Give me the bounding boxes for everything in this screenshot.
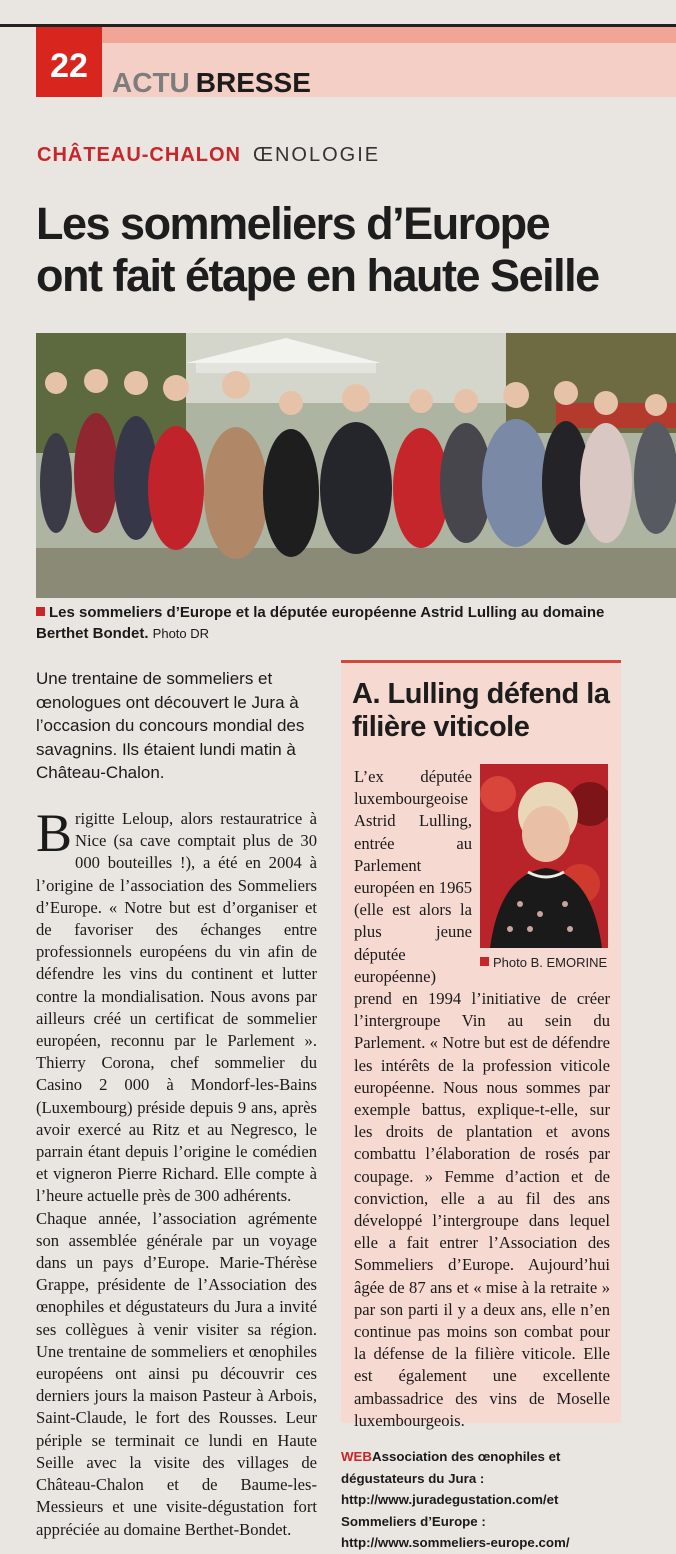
web-links bbox=[341, 1446, 641, 1554]
sidebar-text-narrow: L’ex députée luxembourgeoise Astrid Lulling, entrée au Parlement européen en 1965 (elle est alors la plus jeune députée européenne) bbox=[354, 767, 472, 986]
web-line-4: Sommeliers d’Europe : bbox=[341, 1513, 486, 1529]
headline-line-1: Les sommeliers d’Europe bbox=[36, 198, 550, 249]
web-link-jura[interactable]: http://www.juradegustation.com/et bbox=[341, 1492, 559, 1507]
photo-caption bbox=[36, 602, 636, 644]
kicker-section: ŒNOLOGIE bbox=[252, 144, 381, 166]
article-body bbox=[36, 803, 317, 1541]
rubric-prefix: ACTU bbox=[112, 67, 190, 98]
group-photo bbox=[36, 333, 676, 598]
lead-paragraph: Une trentaine de sommeliers et œnologues ont découvert le Jura à l’occasion du concours mondial des savagnins. Ils étaient lundi matin à Château-Chalon. bbox=[36, 669, 305, 782]
rubric-name: BRESSE bbox=[195, 67, 311, 98]
paragraph-1-text: rigitte Leloup, alors restauratrice à Nice (sa cave comptait plus de 30 000 bouteilles !), a été en 2004 à l’origine de l’association des Sommeliers d’Europe. « Notre but est d’organiser et de favoriser des échanges entre professionnels européens du vin afin de défendre les vins du continent et lutter contre la mondialisation. Nous avons par ailleurs créé un certificat de sommelier européen, reconnu par le Parlement ». Thierry Corona, chef sommelier du Casino 2 000 à Mondorf-les-Bains (Luxembourg) préside depuis 9 ans, après avoir exercé au Ritz et au Negresco, le parrain étant depuis l’origine le comédien et vigneron Pierre Richard. Elle compte à l’heure actuelle près de 300 adhérents. bbox=[36, 809, 317, 1206]
sidebar-text bbox=[354, 766, 610, 1432]
section-rubric bbox=[112, 66, 311, 100]
kicker bbox=[37, 144, 380, 167]
drop-cap: B bbox=[36, 803, 73, 863]
sidebar-title: A. Lulling défend la filière viticole bbox=[352, 678, 610, 743]
page-number: 22 bbox=[36, 27, 102, 97]
caption-credit: Photo DR bbox=[152, 626, 210, 641]
portrait-credit-text: Photo B. EMORINE bbox=[493, 955, 608, 970]
caption-text: Les sommeliers d’Europe et la députée européenne Astrid Lulling au domaine Berthet Bondet. bbox=[36, 604, 605, 642]
web-link-sommeliers[interactable]: http://www.sommeliers-europe.com/ bbox=[341, 1535, 570, 1550]
article-paragraph-1 bbox=[36, 803, 317, 1208]
web-line-1: Association des œnophiles et bbox=[372, 1449, 561, 1464]
article-paragraph-2: Chaque année, l’association agrémente son assemblée générale par un voyage dans un pays d’Europe. Marie-Thérèse Grappe, présidente de l’Association des œnophiles et dégustateurs du Jura a invité ses collègues à venir visiter sa région. Une trentaine de sommeliers et œnophiles européens ont ainsi pu découvrir ces derniers jours la maison Pasteur à Arbois, Saint-Claude, le fort des Rousses. Leur périple se terminait ce lundi en Haute Seille avec la visite des villages de Château-Chalon et de Baume-les-Messieurs et une visite-dégustation fort appréciée au domaine Berthet-Bondet. bbox=[36, 1208, 317, 1539]
web-line-2: dégustateurs du Jura : bbox=[341, 1470, 485, 1486]
headline bbox=[36, 198, 636, 302]
caption-marker bbox=[36, 607, 45, 616]
web-tag: WEB bbox=[341, 1449, 373, 1464]
sidebar-text-rest: prend en 1994 l’initiative de créer l’intergroupe Vin au sein du Parlement. « Notre but est de défendre les intérêts de la profession viticole européenne. Nous nous sommes par exemple battus, explique-t-elle, sur les droits de plantation et avons combattu l’élaboration de rosés par coupage. » Femme d’action et de conviction, elle a au fil des ans développé l’intergroupe dans lequel elle a fait entrer l’Association des Sommeliers d’Europe. Aujourd’hui âgée de 87 ans et « mise à la retraite » par son parti il y a deux ans, elle n’en continue pas moins son combat pour la défense de la filière viticole. Elle est également une excellente ambassadrice des vins de Moselle luxembourgeois. bbox=[354, 989, 610, 1430]
headline-line-2: ont fait étape en haute Seille bbox=[36, 250, 599, 301]
kicker-location: CHÂTEAU-CHALON bbox=[37, 144, 241, 166]
